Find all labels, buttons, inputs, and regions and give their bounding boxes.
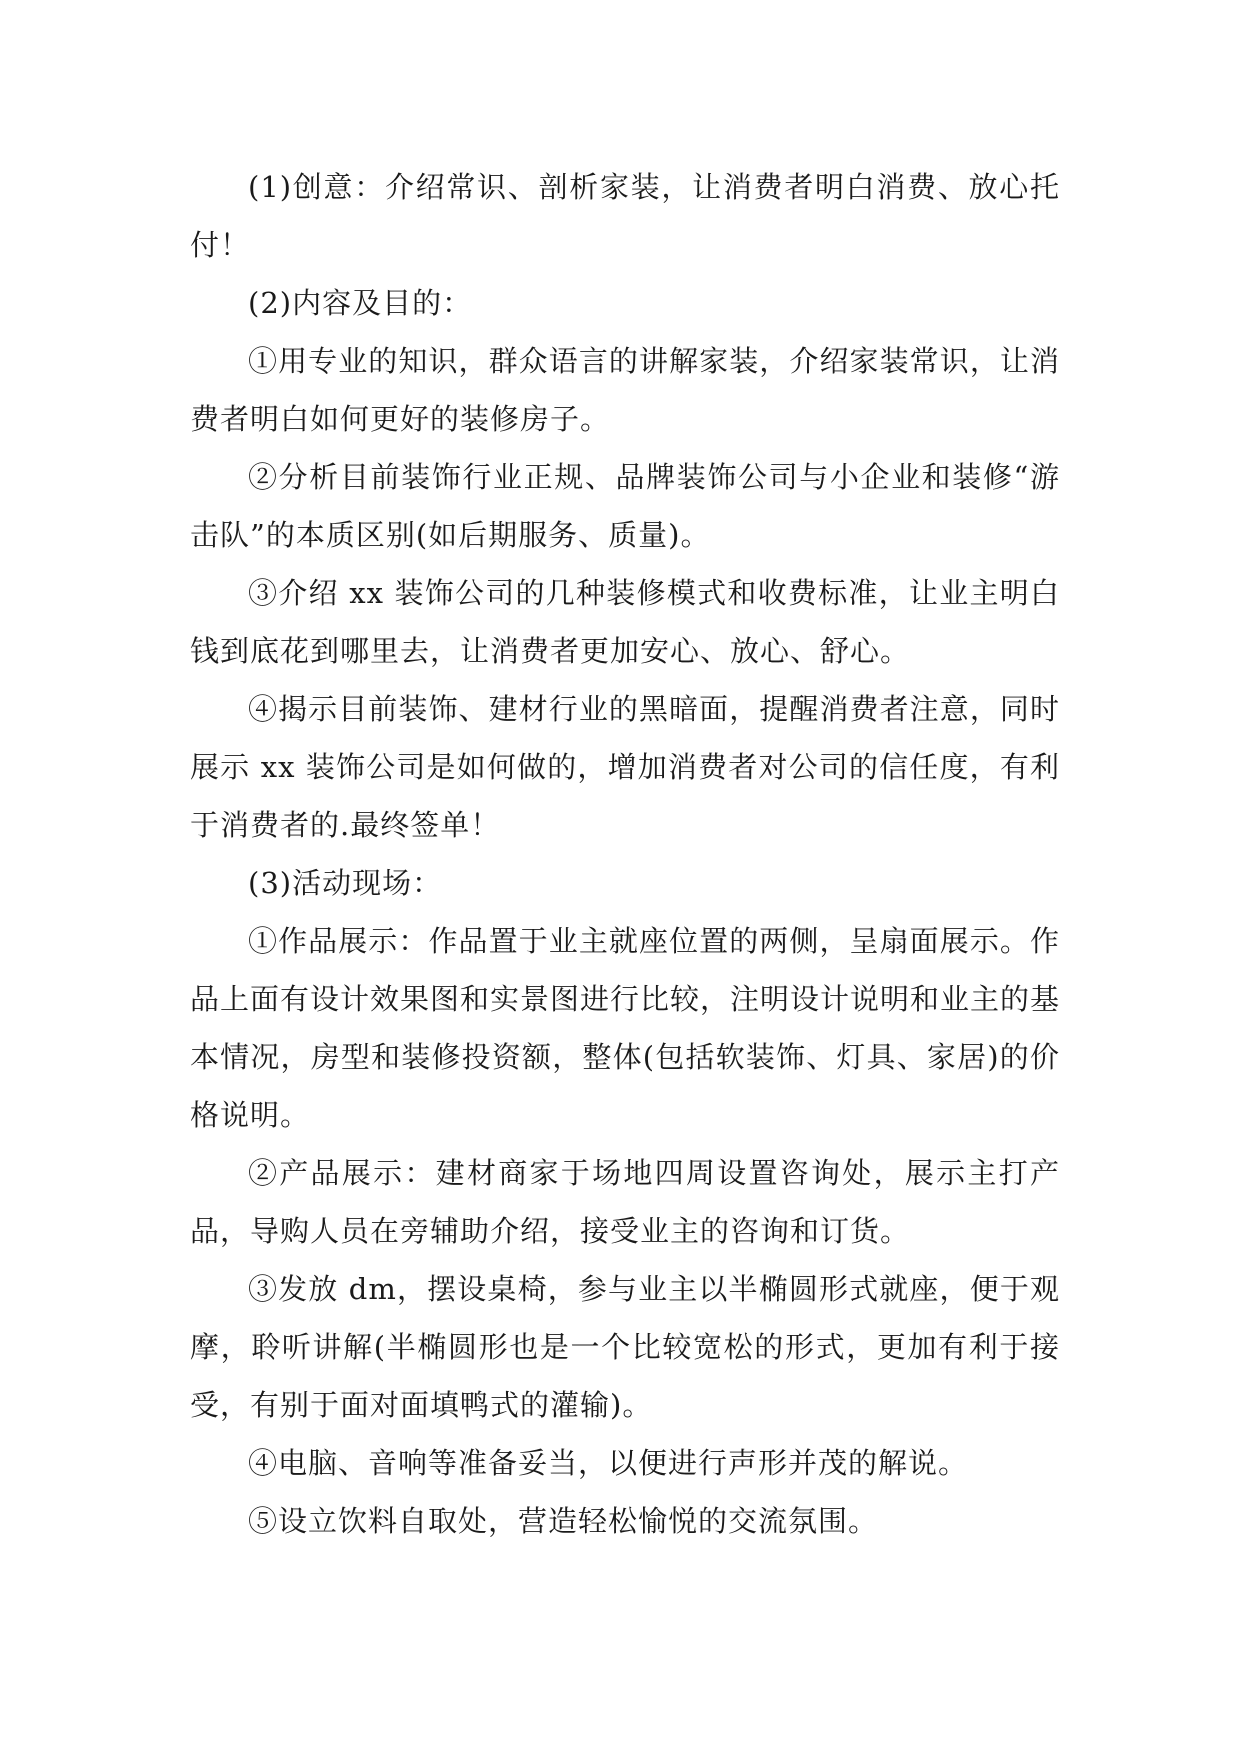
paragraph-site-item-5: ⑤设立饮料自取处，营造轻松愉悦的交流氛围。 (248, 1504, 879, 1538)
paragraph-site-item-1: ①作品展示：作品置于业主就座位置的两侧，呈扇面展示。作品上面有设计效果图和实景图进行比较，注明设计说明和业主的基本情况，房型和装修投资额，整体(包括软装饰、灯具、家居)的价格说明。 (190, 924, 1061, 1132)
paragraph-site-item-4: ④电脑、音响等准备妥当，以便进行声形并茂的解说。 (248, 1446, 969, 1480)
document-body (190, 158, 1060, 1550)
paragraph-creative: (1)创意：介绍常识、剖析家装，让消费者明白消费、放心托付！ (190, 170, 1060, 262)
paragraph-item-3: ③介绍 xx 装饰公司的几种装修模式和收费标准，让业主明白钱到底花到哪里去，让消费者更加安心、放心、舒心。 (190, 576, 1060, 668)
paragraph-item-4: ④揭示目前装饰、建材行业的黑暗面，提醒消费者注意，同时展示 xx 装饰公司是如何做的，增加消费者对公司的信任度，有利于消费者的.最终签单！ (190, 692, 1060, 842)
paragraph-site-heading: (3)活动现场： (248, 866, 443, 900)
paragraph-item-1: ①用专业的知识，群众语言的讲解家装，介绍家装常识，让消费者明白如何更好的装修房子。 (190, 344, 1060, 436)
paragraph-site-item-2: ②产品展示：建材商家于场地四周设置咨询处，展示主打产品，导购人员在旁辅助介绍，接受业主的咨询和订货。 (190, 1156, 1060, 1248)
paragraph-item-2: ②分析目前装饰行业正规、品牌装饰公司与小企业和装修“游击队”的本质区别(如后期服务、质量)。 (190, 460, 1060, 552)
paragraph-site-item-3: ③发放 dm，摆设桌椅，参与业主以半椭圆形式就座，便于观摩，聆听讲解(半椭圆形也是一个比较宽松的形式，更加有利于接受，有别于面对面填鸭式的灌输)。 (190, 1272, 1060, 1422)
paragraph-content-heading: (2)内容及目的： (248, 286, 473, 320)
